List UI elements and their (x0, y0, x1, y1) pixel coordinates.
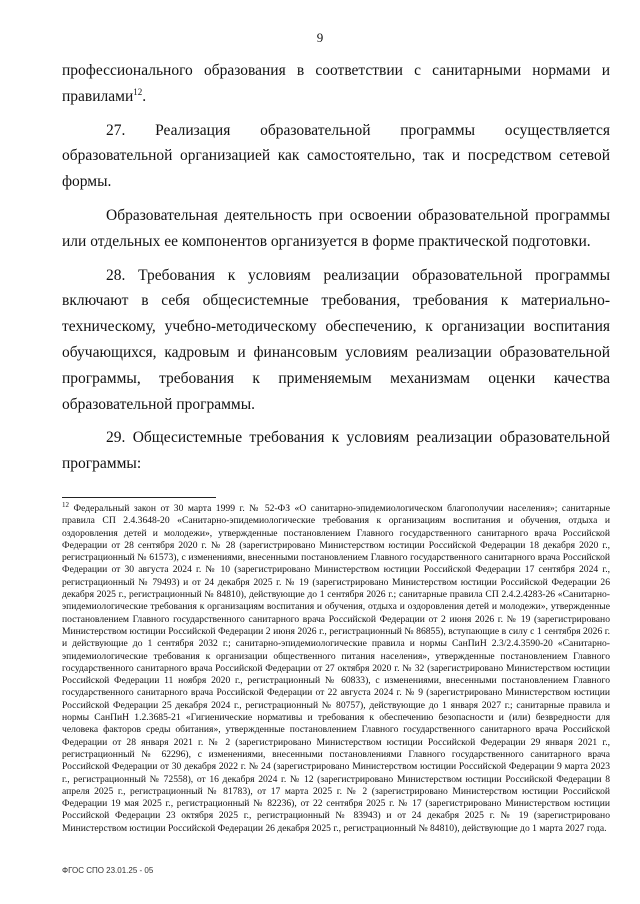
footnote-separator (62, 497, 216, 498)
footnote-reference[interactable]: 12 (133, 86, 143, 97)
paragraph-text: профессионального образования в соответствии с санитарными нормами и правилами (62, 62, 610, 105)
footnote (62, 500, 610, 835)
page-number: 9 (316, 30, 324, 45)
document-code: ФГОС СПО 23.01.25 - 05 (62, 866, 154, 875)
paragraph-28: 28. Требования к условиям реализации образовательной программы включают в себя общесистемные требования, требования к материально-техническому, учебно-методическому обеспечению, к организации воспитания обучающихся, кадровым и финансовым условиям реализации образовательной программы, требования к применяемым механизмам оценки качества образовательной программы. (62, 266, 610, 413)
footnote-text: Федеральный закон от 30 марта 1999 г. № 52-ФЗ «О санитарно-эпидемиологическом благополучии населения»; санитарные правила СП 2.4.3648-20 «Санитарно-эпидемиологические требования к организациям воспитания и обучения, отдыха и оздоровления детей и молодежи», утвержденные постановлением Главного государственного санитарного врача Российской Федерации от 28 сентября 2020 г. № 28 (зарегистрировано Министерством юстиции Российской Федерации 18 декабря 2020 г., регистрационный № 61573), с изменениями, внесенными постановлением Главного государственного санитарного врача Российской Федерации от 30 августа 2024 г. № 10 (зарегистрировано Министерством юстиции Российской Федерации 17 сентября 2024 г., регистрационный № 79493) и от 24 декабря 2025 г. № 19 (зарегистрировано Министерством юстиции Российской Федерации 26 декабря 2025 г., регистрационный № 84810), действующие до 1 сентября 2026 г.; санитарные правила СП 2.4.2.4283-26 «Санитарно-эпидемиологические требования к организациям воспитания и обучения, отдыха и оздоровления детей и молодежи», утвержденные постановлением Главного государственного санитарного врача Российской Федерации от 2 июня 2026 г. № 19 (зарегистрировано Министерством юстиции Российской Федерации 2 июня 2026 г., регистрационный № 86855), вступающие в силу с 1 сентября 2026 г. и действующие до 1 сентября 2032 г.; санитарно-эпидемиологические правила и нормы СанПиН 2.3/2.4.3590-20 «Санитарно-эпидемиологические требования к организации общественного питания населения», утвержденные постановлением Главного государственного санитарного врача Российской Федерации от 27 октября 2020 г. № 32 (зарегистрировано Министерством юстиции Российской Федерации 11 ноября 2020 г., регистрационный № 60833), с изменениями, внесенными постановлением Главного государственного санитарного врача Российской Федерации от 22 августа 2024 г. № 9 (зарегистрировано Министерством юстиции Российской Федерации 25 декабря 2024 г., регистрационный № 80757), действующие до 1 января 2027 г.; санитарные правила и нормы СанПиН 1.2.3685-21 «Гигиенические нормативы и требования к обеспечению безопасности и (или) безвредности для человека факторов среды обитания», утвержденные постановлением Главного государственного санитарного врача Российской Федерации от 28 января 2021 г. № 2 (зарегистрировано Министерством юстиции Российской Федерации 29 января 2021 г., регистрационный № 62296), с изменениями, внесенными постановлениями Главного государственного санитарного врача Российской Федерации от 30 декабря 2022 г. № 24 (зарегистрировано Министерством юстиции Российской Федерации 9 марта 2023 г., регистрационный № 72558), от 16 декабря 2024 г. № 12 (зарегистрировано Министерством юстиции Российской Федерации 8 апреля 2025 г., регистрационный № 81783), от 17 марта 2025 г. № 2 (зарегистрировано Министерством юстиции Российской Федерации 19 мая 2025 г., регистрационный № 82236), от 22 сентября 2025 г. № 17 (зарегистрировано Министерством юстиции Российской Федерации 23 октября 2025 г., регистрационный № 83943) и от 24 декабря 2025 г. № 19 (зарегистрировано Министерством юстиции Российской Федерации 26 декабря 2025 г., регистрационный № 84810), действующие до 1 марта 2027 года. (62, 503, 610, 834)
paragraph-27: 27. Реализация образовательной программы осуществляется образовательной организацией как самостоятельно, так и посредством сетевой формы. (62, 121, 610, 191)
paragraph-practical-training: Образовательная деятельность при освоении образовательной программы или отдельных ее компонентов организуется в форме практической подготовки. (62, 206, 610, 250)
paragraph-continuation: профессионального образования в соответствии с санитарными нормами и правилами$^{12}$. (62, 62, 610, 105)
paragraph-29: 29. Общесистемные требования к условиям реализации образовательной программы: (62, 429, 610, 473)
footnote-marker: 12 (62, 500, 69, 509)
body-text (62, 58, 610, 477)
